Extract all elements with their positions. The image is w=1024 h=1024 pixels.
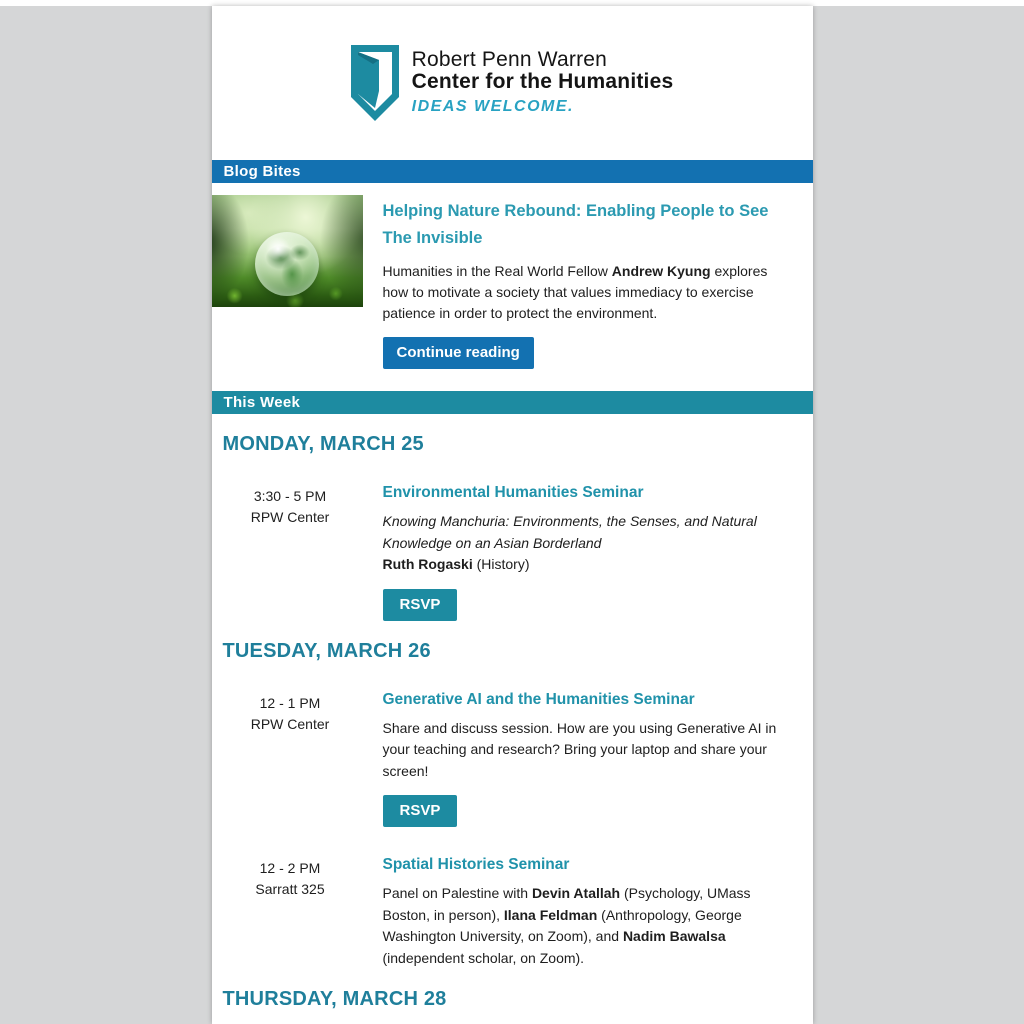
event-details <box>383 482 783 621</box>
brand-name-line2: Center for the Humanities <box>411 69 674 93</box>
event-row <box>223 854 783 969</box>
rpw-center-logo <box>351 45 674 121</box>
day-heading: MONDAY, MARCH 25 <box>222 433 424 455</box>
event-description: Share and discuss session. How are you using Generative AI in your teaching and research? Bring your laptop and share your screen! <box>382 719 777 779</box>
rsvp-button[interactable]: RSVP <box>383 795 458 827</box>
event-location: RPW Center <box>250 509 330 525</box>
newsletter-body <box>212 6 813 1024</box>
newsletter-header <box>212 6 813 160</box>
event-time-location <box>223 854 358 969</box>
this-week-section-bar <box>212 391 813 414</box>
rsvp-button[interactable]: RSVP <box>383 589 458 621</box>
blog-post-excerpt: Humanities in the Real World Fellow Andrew Kyung explores how to motivate a society that values immediacy to exercise patience in order to protect the environment. <box>382 263 768 321</box>
this-week-section-title: This Week <box>223 394 301 411</box>
event-location: RPW Center <box>250 715 330 732</box>
event-time: 3:30 - 5 PM <box>253 488 327 504</box>
blog-post-title-link[interactable]: Helping Nature Rebound: Enabling People to See The Invisible <box>382 202 769 247</box>
brand-tagline: IDEAS WELCOME. <box>411 97 574 115</box>
blog-bites-section-title: Blog Bites <box>223 163 301 180</box>
day-heading: THURSDAY, MARCH 28 <box>222 988 447 1010</box>
event-time: 12 - 2 PM <box>259 860 321 876</box>
event-description: Panel on Palestine with Devin Atallah (Psychology, UMass Boston, in person), Ilana Feldman (Anthropology, George Washington University, on Zoom), and Nadim Bawalsa (independent scholar, on Zoom). <box>382 885 751 966</box>
day-heading: TUESDAY, MARCH 26 <box>222 639 431 662</box>
event-row <box>223 689 783 828</box>
blog-post-image[interactable] <box>212 195 363 307</box>
event-row <box>223 482 783 621</box>
event-title-link[interactable]: Spatial Histories Seminar <box>382 856 570 873</box>
brand-name-line1: Robert Penn Warren <box>411 47 608 71</box>
blog-bites-section-bar <box>212 160 813 183</box>
day-section-tuesday <box>223 640 783 970</box>
weekly-schedule <box>212 433 813 1010</box>
blog-post-content <box>383 195 783 369</box>
brand-text-block <box>412 49 674 118</box>
blog-post <box>212 183 813 391</box>
event-description: Knowing Manchuria: Environments, the Senses, and Natural Knowledge on an Asian Borderland Ruth Rogaski (History) <box>382 513 757 572</box>
shield-logo-icon <box>351 45 399 121</box>
event-details <box>383 689 783 828</box>
continue-reading-button[interactable]: Continue reading <box>383 337 534 369</box>
day-section-thursday <box>223 988 783 1010</box>
glass-globe-graphic <box>255 232 319 296</box>
event-time: 12 - 1 PM <box>259 694 321 711</box>
event-title-link[interactable]: Environmental Humanities Seminar <box>382 484 644 501</box>
day-section-monday <box>223 433 783 621</box>
event-time-location <box>223 689 358 828</box>
event-time-location <box>223 482 358 621</box>
event-location: Sarratt 325 <box>255 881 325 897</box>
event-details <box>383 854 783 969</box>
event-title-link[interactable]: Generative AI and the Humanities Seminar <box>382 690 695 708</box>
